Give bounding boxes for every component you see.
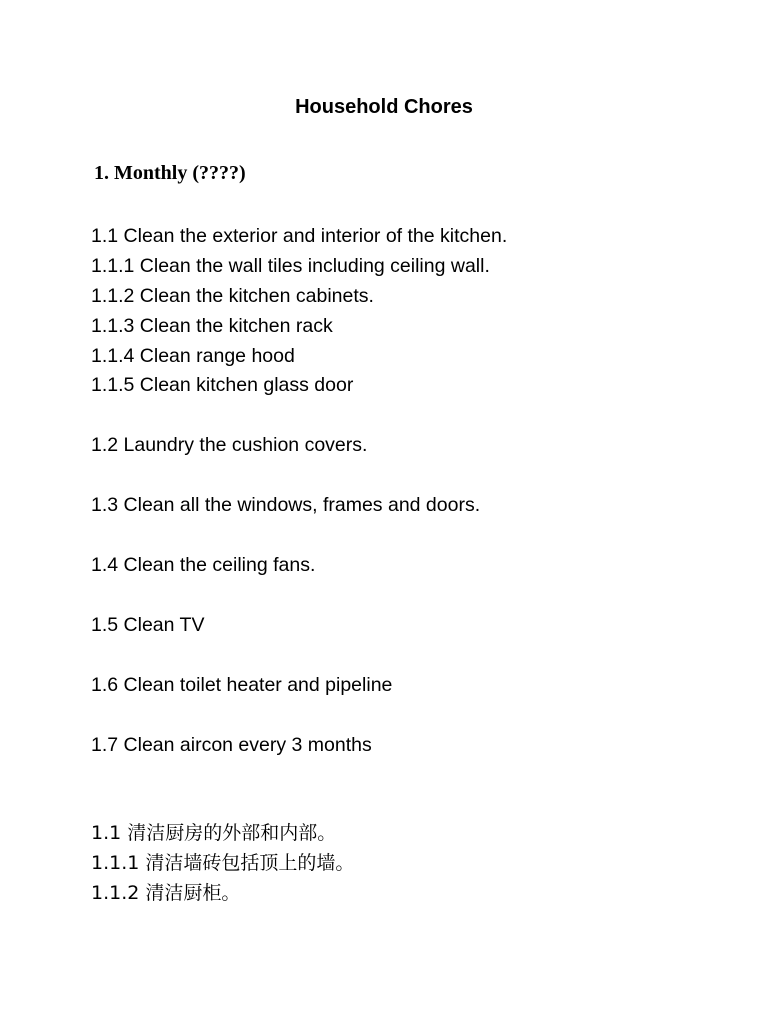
chore-item: 1.1.2 Clean the kitchen cabinets.	[91, 285, 374, 307]
chore-item-chinese: 1.1.2 清洁厨柜。	[91, 882, 241, 904]
chore-item: 1.6 Clean toilet heater and pipeline	[91, 674, 393, 696]
chore-item-chinese: 1.1 清洁厨房的外部和内部。	[91, 822, 337, 844]
chore-item: 1.1.3 Clean the kitchen rack	[91, 315, 333, 337]
chore-item: 1.5 Clean TV	[91, 614, 205, 636]
chore-item: 1.7 Clean aircon every 3 months	[91, 734, 372, 756]
chore-item: 1.1.5 Clean kitchen glass door	[91, 374, 354, 396]
chore-item: 1.2 Laundry the cushion covers.	[91, 434, 368, 456]
chore-item: 1.1.4 Clean range hood	[91, 345, 295, 367]
section-heading-monthly: 1. Monthly (????)	[94, 162, 246, 184]
document-title: Household Chores	[295, 96, 473, 118]
chore-item: 1.1.1 Clean the wall tiles including ceiling wall.	[91, 255, 490, 277]
chore-item-chinese: 1.1.1 清洁墙砖包括顶上的墙。	[91, 852, 355, 874]
chore-item: 1.4 Clean the ceiling fans.	[91, 554, 316, 576]
chore-item: 1.1 Clean the exterior and interior of the kitchen.	[91, 225, 508, 247]
chore-item: 1.3 Clean all the windows, frames and doors.	[91, 494, 481, 516]
